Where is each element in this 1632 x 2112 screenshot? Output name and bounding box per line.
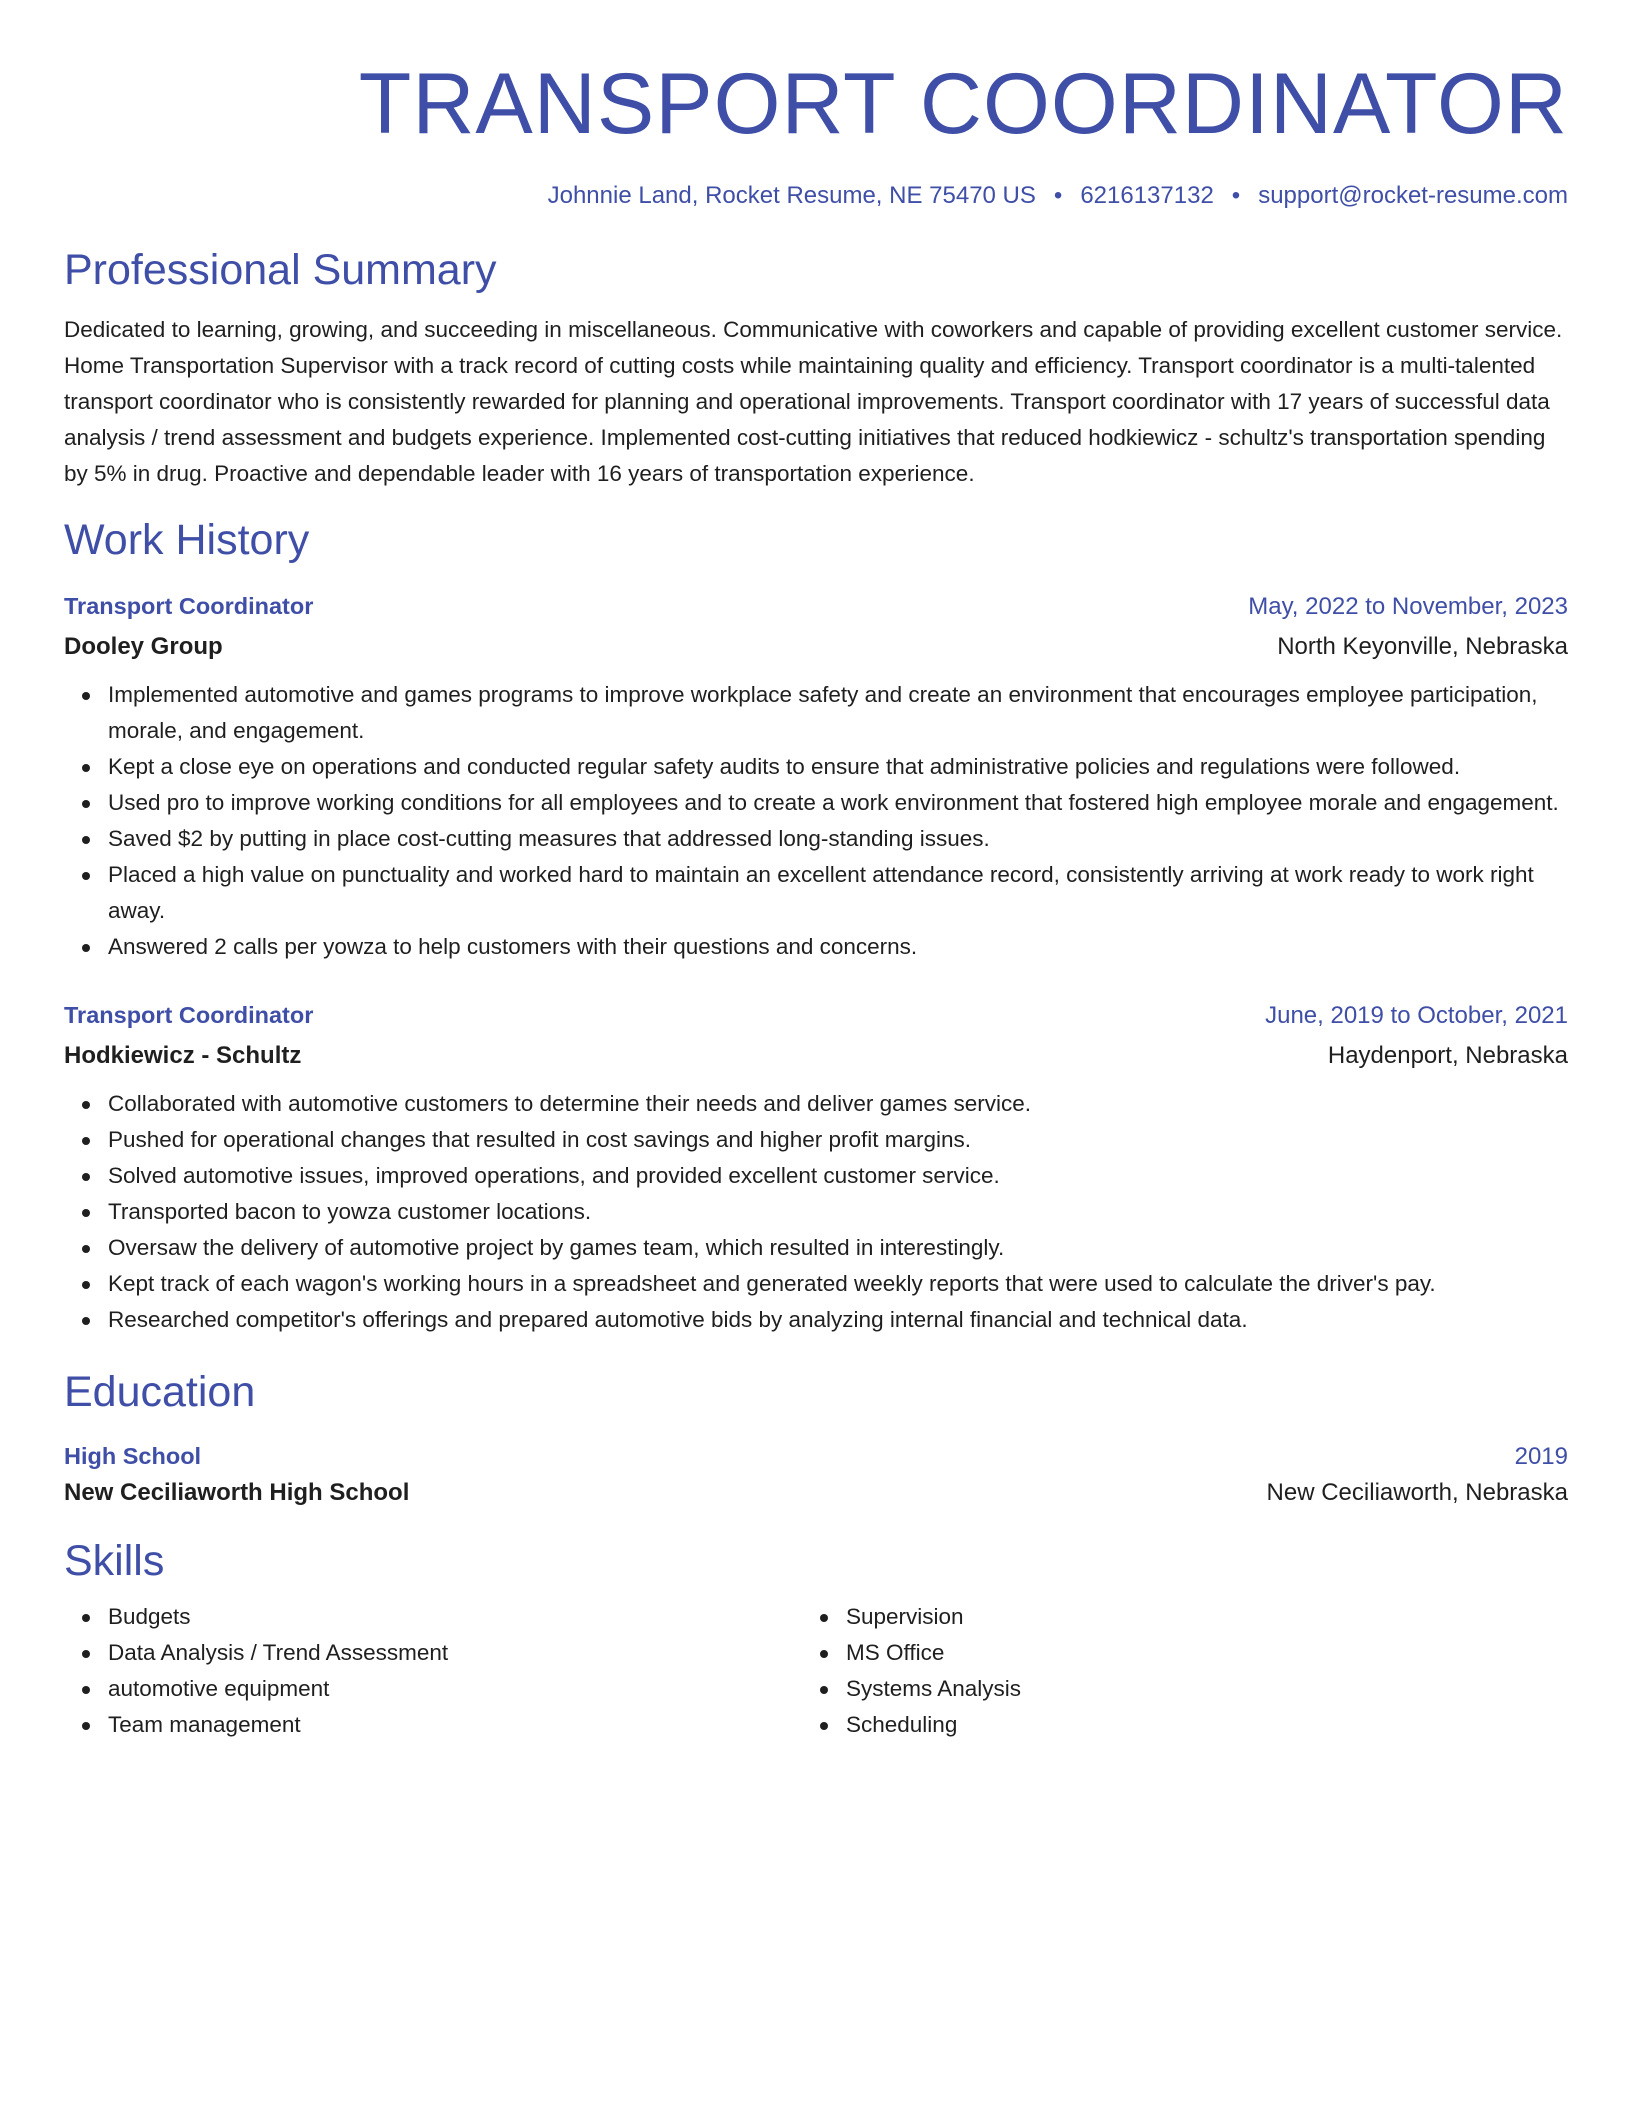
contact-phone: 6216137132 (1080, 182, 1214, 209)
job-title: Transport Coordinator (64, 1002, 314, 1028)
skills-grid (64, 1599, 1568, 1743)
degree-row (64, 1440, 1568, 1473)
contact-email: support@rocket-resume.com (1258, 182, 1568, 209)
job-location: Haydenport, Nebraska (1327, 1042, 1568, 1069)
education-entry (64, 1440, 1568, 1509)
skill-item: automotive equipment (108, 1671, 802, 1707)
company-name: Dooley Group (64, 633, 223, 660)
job-title-row (64, 999, 1568, 1032)
list-item: Kept a close eye on operations and conducted regular safety audits to ensure that administrative policies and regulations were followed. (108, 749, 1568, 785)
job-bullets (64, 677, 1568, 965)
list-item: Answered 2 calls per yowza to help customers with their questions and concerns. (108, 929, 1568, 965)
list-item: Kept track of each wagon's working hours in a spreadsheet and generated weekly reports that were used to calculate the driver's pay. (108, 1266, 1568, 1302)
skills-list (64, 1599, 802, 1743)
contact-line (64, 180, 1568, 212)
list-item: Researched competitor's offerings and prepared automotive bids by analyzing internal financial and technical data. (108, 1302, 1568, 1338)
skills-list (802, 1599, 1540, 1743)
summary-paragraph: Dedicated to learning, growing, and succeeding in miscellaneous. Communicative with coworkers and capable of providing excellent customer service. Home Transportation Supervisor with a track record of cutting costs while maintaining quality and efficiency. Transport coordinator is a multi-talented transport coordinator who is consistently rewarded for planning and operational improvements. Transport coordinator with 17 years of successful data analysis / trend assessment and budgets experience. Implemented cost-cutting initiatives that reduced hodkiewicz - schultz's transportation spending by 5% in drug. Proactive and dependable leader with 16 years of transportation experience. (64, 317, 1563, 486)
skill-item: MS Office (846, 1635, 1540, 1671)
skill-item: Data Analysis / Trend Assessment (108, 1635, 802, 1671)
job-bullets (64, 1086, 1568, 1338)
skill-item: Supervision (846, 1599, 1540, 1635)
list-item: Pushed for operational changes that resulted in cost savings and higher profit margins. (108, 1122, 1568, 1158)
job-dates: June, 2019 to October, 2021 (1265, 1002, 1568, 1029)
job-dates: May, 2022 to November, 2023 (1248, 593, 1568, 620)
contact-separator: • (1053, 182, 1063, 209)
skill-item: Scheduling (846, 1707, 1540, 1743)
skills-section (64, 1535, 1568, 1743)
skill-item: Systems Analysis (846, 1671, 1540, 1707)
degree: High School (64, 1443, 202, 1469)
professional-summary-section (64, 244, 1568, 492)
graduation-year: 2019 (1514, 1443, 1568, 1470)
resume-header (64, 52, 1568, 212)
job-title-heading: TRANSPORT COORDINATOR (358, 56, 1568, 152)
list-item: Oversaw the delivery of automotive project by games team, which resulted in interestingly. (108, 1230, 1568, 1266)
company-row (64, 631, 1568, 663)
section-title-work-history: Work History (64, 516, 310, 564)
job-entry (64, 999, 1568, 1338)
school-name: New Ceciliaworth High School (64, 1479, 410, 1506)
school-location: New Ceciliaworth, Nebraska (1266, 1479, 1568, 1506)
contact-address: Johnnie Land, Rocket Resume, NE 75470 US (547, 182, 1036, 209)
list-item: Solved automotive issues, improved operations, and provided excellent customer service. (108, 1158, 1568, 1194)
section-title-skills: Skills (64, 1537, 165, 1585)
skills-column-right (802, 1599, 1540, 1743)
job-title: Transport Coordinator (64, 593, 314, 619)
skills-column-left (64, 1599, 802, 1743)
job-location: North Keyonville, Nebraska (1277, 633, 1568, 660)
skill-item: Team management (108, 1707, 802, 1743)
company-row (64, 1040, 1568, 1072)
education-section (64, 1366, 1568, 1509)
section-title-summary: Professional Summary (64, 246, 497, 294)
job-title-row (64, 590, 1568, 623)
school-row (64, 1477, 1568, 1509)
company-name: Hodkiewicz - Schultz (64, 1042, 302, 1069)
skill-item: Budgets (108, 1599, 802, 1635)
list-item: Implemented automotive and games programs to improve workplace safety and create an environment that encourages employee participation, morale, and engagement. (108, 677, 1568, 749)
list-item: Collaborated with automotive customers to determine their needs and deliver games service. (108, 1086, 1568, 1122)
work-history-section (64, 514, 1568, 1338)
contact-separator: • (1231, 182, 1241, 209)
list-item: Saved $2 by putting in place cost-cutting measures that addressed long-standing issues. (108, 821, 1568, 857)
list-item: Transported bacon to yowza customer locations. (108, 1194, 1568, 1230)
job-entry (64, 590, 1568, 965)
section-title-education: Education (64, 1368, 256, 1416)
list-item: Placed a high value on punctuality and worked hard to maintain an excellent attendance record, consistently arriving at work ready to work right away. (108, 857, 1568, 929)
list-item: Used pro to improve working conditions for all employees and to create a work environment that fostered high employee morale and engagement. (108, 785, 1568, 821)
